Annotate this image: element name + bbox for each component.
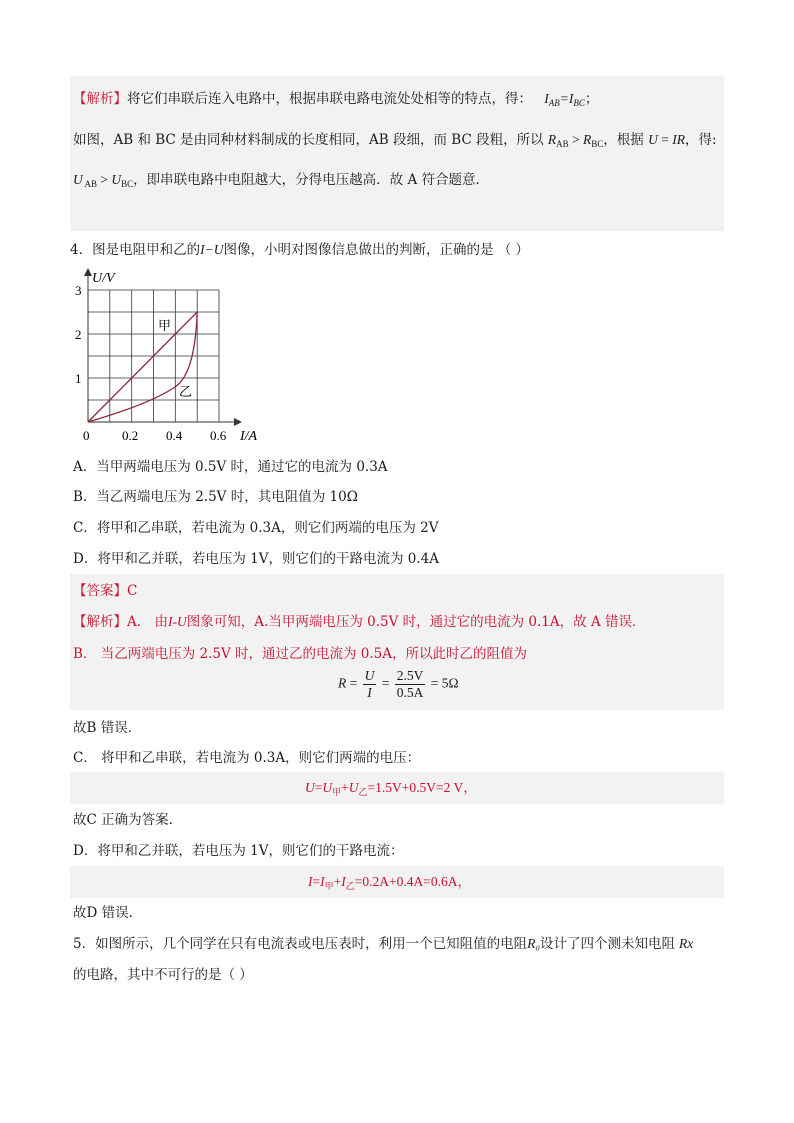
q4-option-d: D．将甲和乙并联，若电压为 1V，则它们的干路电流为 0.4A [73,551,439,567]
q4-stem: 4．图是电阻甲和乙的I−U图像，小明对图像信息做出的判断，正确的是 （ ） [70,242,530,258]
prev-analysis-line1: 【解析】将它们串联后连入电路中，根据串联电路电流处处相等的特点，得： $I_{AB}=I_{BC}$； [73,91,599,108]
q4-d-wrong: 故D 错误． [73,905,143,921]
q4-option-a: A．当甲两端电压为 0.5V 时，通过它的电流为 0.3A [73,459,388,475]
answer-value: C [127,583,138,599]
q4-option-c: C．将甲和乙串联，若电流为 0.3A，则它们两端的电压为 2V [73,520,439,536]
prev-analysis-line2: 如图，AB 和 BC 是由同种材料制成的长度相同，AB 段细，而 BC 段粗，所以 $R_{AB} > R_{BC}$，根据 U = IR，得: [73,132,717,149]
x-axis-label: I/A [240,429,258,444]
x-tick-0: 0 [83,428,90,443]
q5-stem-line1: 5．如图所示，几个同学在只有电流表或电压表时，利用一个已知阻值的电阻R₀设计了四个测未知电阻 Rx [73,936,694,952]
label-jia: 甲 [158,318,172,333]
formula-resistance: R = $\frac{U}{I}$ = $\frac{2.5V}{0.5A}$ = 5Ω [338,668,459,700]
label-yi: 乙 [179,384,193,399]
analysis-tag: 【解析】 [73,91,127,107]
x-tick-0.4: 0.4 [166,428,183,443]
r0-symbol: R₀ [527,936,541,951]
q4-option-b: B．当乙两端电压为 2.5V 时，其电阻值为 10Ω [73,489,358,505]
formula-iab-ibc: $I_{AB}=I_{BC}$ [544,91,585,108]
q4-answer: 【答案】C [73,583,138,599]
formula-series-voltage: $U=U_甲+U_乙=1.5V+0.5V=2$ V， [305,780,477,797]
y-axis-label: U/V [92,271,115,286]
q4-analysis-a: 【解析】A． 由I-U图象可知，A.当甲两端电压为 0.5V 时，通过它的电流为 0.1A，故 A 错误． [73,614,646,630]
x-tick-0.6: 0.6 [210,428,227,443]
rx-symbol: Rx [679,936,694,951]
formula-parallel-current: $I=I_甲+I_乙=0.2A+0.4A=0.6A$， [308,874,471,891]
q4-analysis-d: D．将甲和乙并联，若电压为 1V，则它们的干路电流： [73,843,404,859]
q4-c-right: 故C 正确为答案． [73,812,183,828]
x-tick-0.2: 0.2 [122,428,139,443]
y-tick-3: 3 [75,283,82,298]
iu-graph [70,262,270,447]
formula-uab-gt-ubc: U $_{AB} > U_{BC}$ [73,172,134,189]
formula-rab-gt-rbc: $R_{AB} > R_{BC}$ [547,132,604,149]
formula-ohm: U [648,132,658,147]
y-tick-1: 1 [75,371,82,386]
q5-stem-line2: 的电路，其中不可行的是（ ） [73,967,253,983]
series-jia-line [88,312,197,422]
q4-analysis-c: C． 将甲和乙串联，若电流为 0.3A，则它们两端的电压： [73,750,421,766]
q4-analysis-b: B． 当乙两端电压为 2.5V 时，通过乙的电流为 0.5A，所以此时乙的阻值为 [73,646,528,662]
y-tick-2: 2 [75,327,82,342]
q4-b-wrong: 故B 错误． [73,720,142,736]
prev-analysis-line3: U $_{AB} > U_{BC}$，即串联电路中电阻越大，分得电压越高．故 A 符合题意． [73,172,489,189]
